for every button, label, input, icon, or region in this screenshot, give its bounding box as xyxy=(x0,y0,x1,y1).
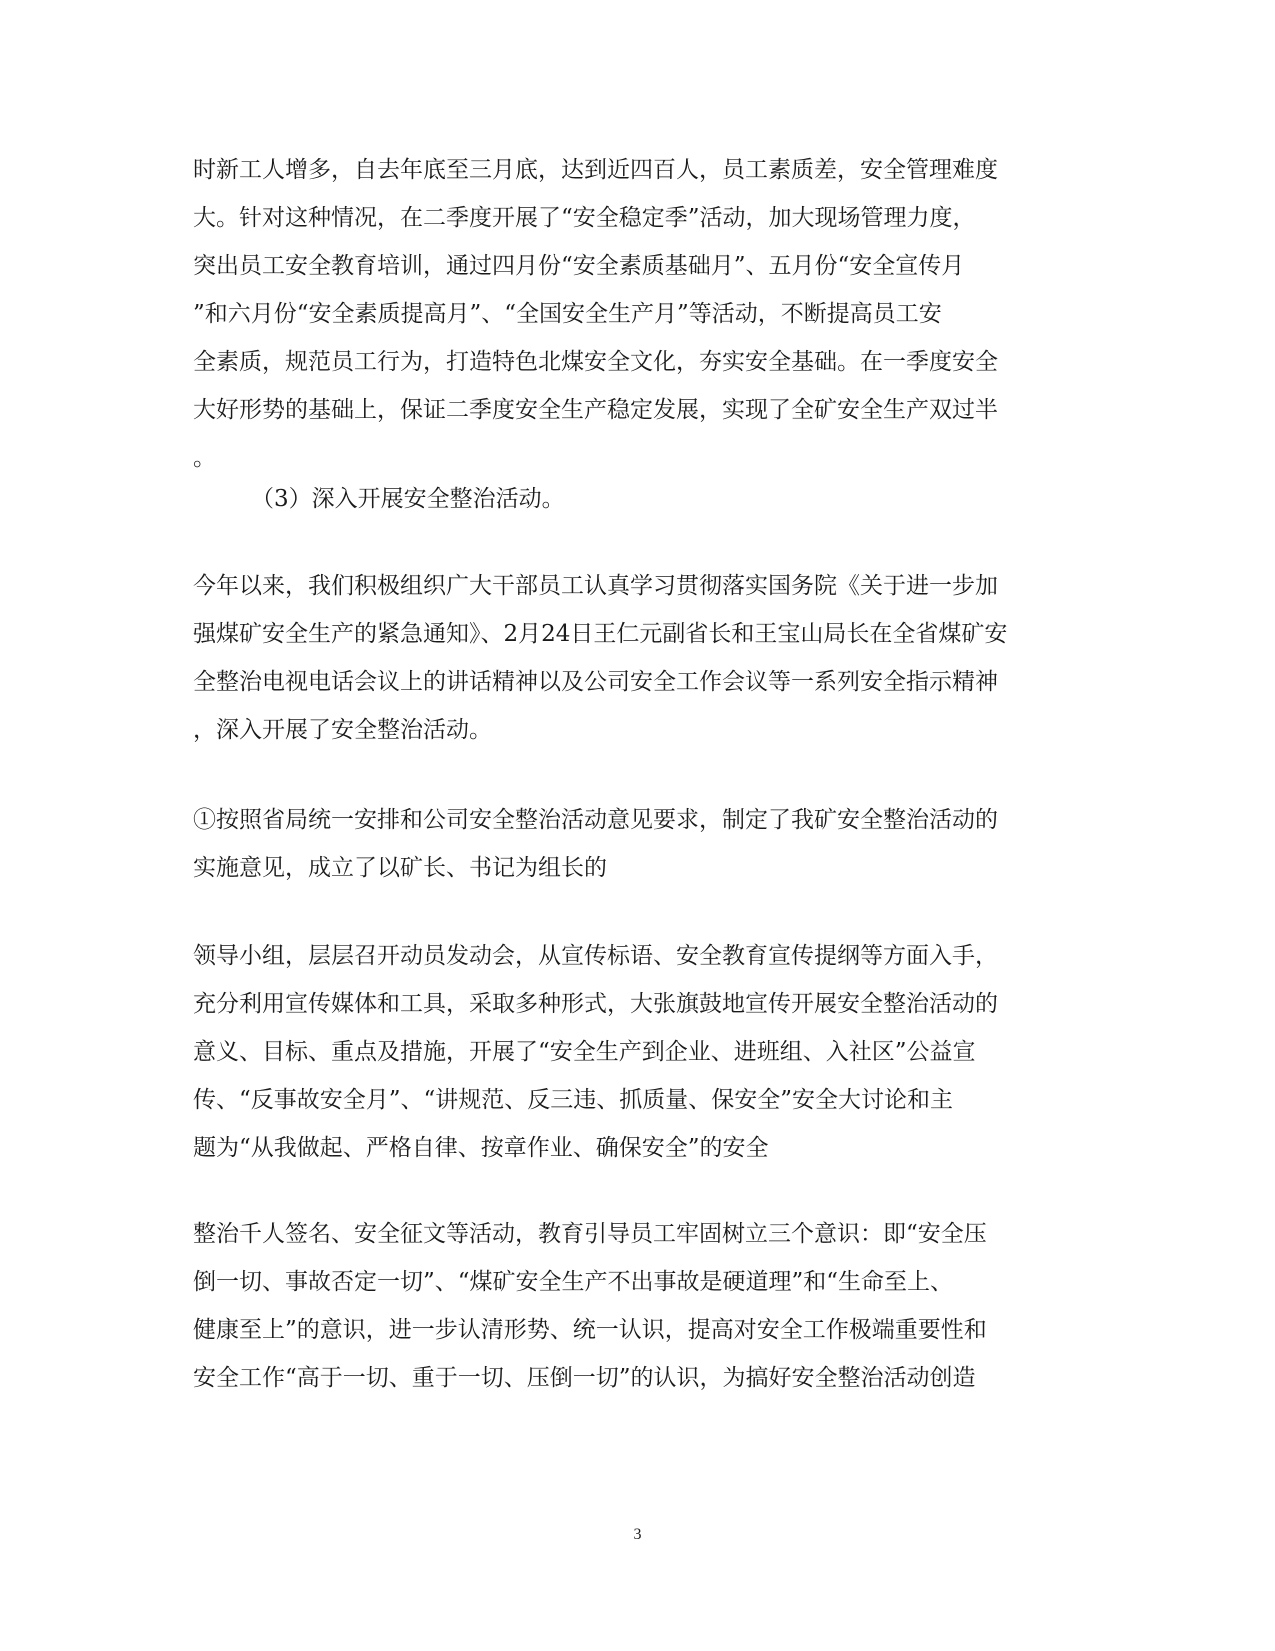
text-line: 突出员工安全教育培训，通过四月份“安全素质基础月”、五月份“安全宣传月 xyxy=(193,253,965,279)
text-line: 实施意见，成立了以矿长、书记为组长的 xyxy=(193,855,607,881)
text-line: ，深入开展了安全整治活动。 xyxy=(193,717,492,743)
text-line: 传、“反事故安全月”、“讲规范、反三违、抓质量、保安全”安全大讨论和主 xyxy=(193,1087,954,1113)
text-line: 时新工人增多，自去年底至三月底，达到近四百人，员工素质差，安全管理难度 xyxy=(193,157,998,183)
text-line: 充分利用宣传媒体和工具，采取多种形式，大张旗鼓地宣传开展安全整治活动的 xyxy=(193,991,998,1017)
text-line: 领导小组，层层召开动员发动会，从宣传标语、安全教育宣传提纲等方面入手， xyxy=(193,943,998,969)
paragraph-study-documents xyxy=(193,562,1073,754)
text-line: 大好形势的基础上，保证二季度安全生产稳定发展，实现了全矿安全生产双过半 xyxy=(193,397,998,423)
text-line: 今年以来，我们积极组织广大干部员工认真学习贯彻落实国务院《关于进一步加 xyxy=(193,573,998,599)
text-line: 健康至上”的意识，进一步认清形势、统一认识，提高对安全工作极端重要性和 xyxy=(193,1317,987,1343)
paragraph-implementation-plan xyxy=(193,796,1073,892)
paragraph-safety-stability-season xyxy=(193,146,1073,482)
text-line: ①按照省局统一安排和公司安全整治活动意见要求，制定了我矿安全整治活动的 xyxy=(193,807,998,833)
text-line: ”和六月份“安全素质提高月”、“全国安全生产月”等活动，不断提高员工安 xyxy=(193,301,942,327)
text-line: 全整治电视电话会议上的讲话精神以及公司安全工作会议等一系列安全指示精神 xyxy=(193,669,998,695)
section-heading-safety-rectification xyxy=(193,475,1073,523)
page-number: 3 xyxy=(633,1526,642,1543)
text-line: 题为“从我做起、严格自律、按章作业、确保安全”的安全 xyxy=(193,1135,769,1161)
text-line: 整治千人签名、安全征文等活动，教育引导员工牢固树立三个意识：即“安全压 xyxy=(193,1221,987,1247)
text-line: 大。针对这种情况，在二季度开展了“安全稳定季”活动，加大现场管理力度， xyxy=(193,205,976,231)
text-line: 倒一切、事故否定一切”、“煤矿安全生产不出事故是硬道理”和“生命至上、 xyxy=(193,1269,954,1295)
paragraph-signature-campaign xyxy=(193,1210,1073,1402)
paragraph-leadership-group xyxy=(193,932,1073,1172)
text-line: 。 xyxy=(193,445,216,471)
text-line: 意义、目标、重点及措施，开展了“安全生产到企业、进班组、入社区”公益宣 xyxy=(193,1039,976,1065)
text-line: 安全工作“高于一切、重于一切、压倒一切”的认识，为搞好安全整治活动创造 xyxy=(193,1365,976,1391)
text-line: 全素质，规范员工行为，打造特色北煤安全文化，夯实安全基础。在一季度安全 xyxy=(193,349,998,375)
text-line: 强煤矿安全生产的紧急通知》、2月24日王仁元副省长和王宝山局长在全省煤矿安 xyxy=(193,621,1008,647)
section-heading: （3）深入开展安全整治活动。 xyxy=(251,486,565,512)
